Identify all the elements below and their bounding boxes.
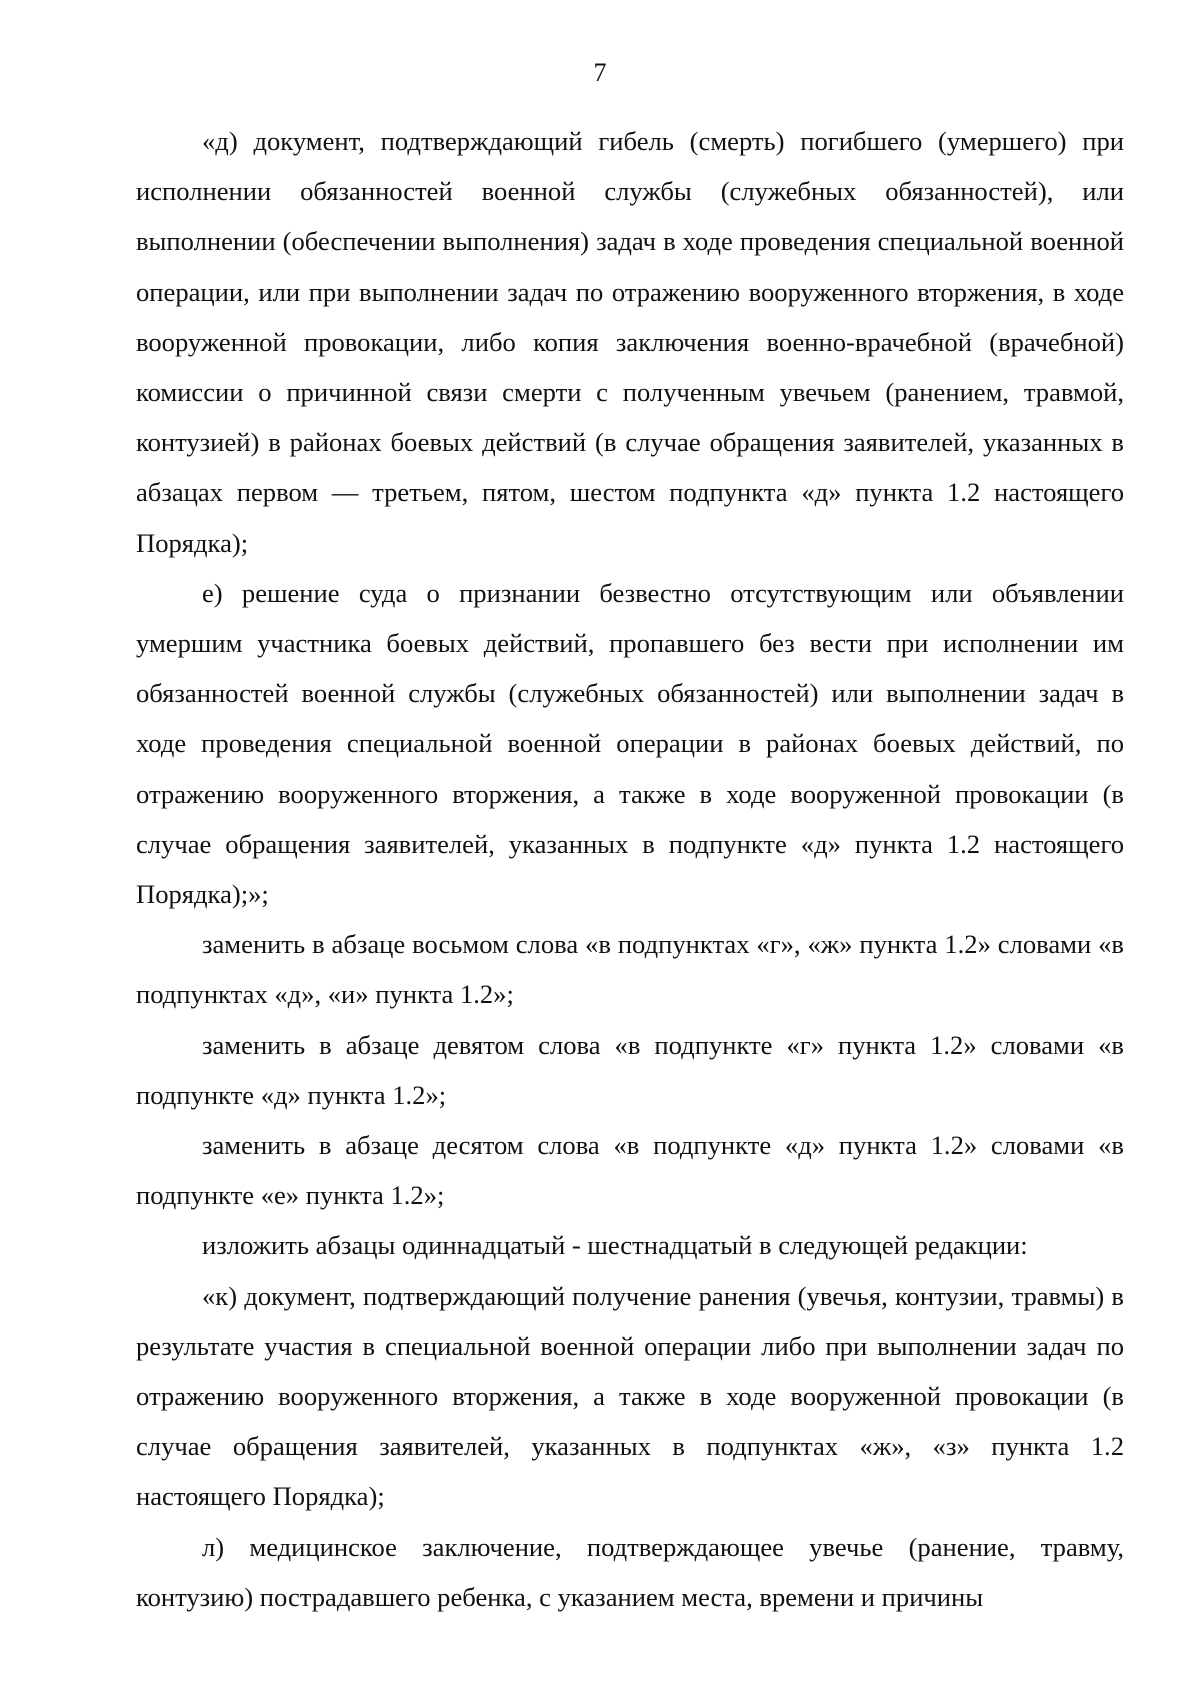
paragraph-k: «к) документ, подтверждающий получение ранения (увечья, контузии, травмы) в результате участия в специальной военной операции либо при выполнении задач по отражению вооруженного вторжения, а также в ходе вооруженной провокации (в случае обращения заявителей, указанных в подпунктах «ж», «з» пункта 1.2 настоящего Порядка); bbox=[136, 1280, 1124, 1512]
paragraph-e: е) решение суда о признании безвестно отсутствующим или объявлении умершим участника боевых действий, пропавшего без вести при исполнении им обязанностей военной службы (служебных обязанностей) или выполнении задач в ходе проведения специальной военной операции в районах боевых действий, по отражению вооруженного вторжения, а также в ходе вооруженной провокации (в случае обращения заявителей, указанных в подпункте «д» пункта 1.2 настоящего Порядка);»; bbox=[136, 577, 1124, 910]
page-number: 7 bbox=[593, 58, 607, 87]
paragraph-replace-abzats-10: заменить в абзаце десятом слова «в подпункте «д» пункта 1.2» словами «в подпункте «е» пункта 1.2»; bbox=[136, 1130, 1124, 1211]
paragraph-replace-abzats-9: заменить в абзаце девятом слова «в подпункте «г» пункта 1.2» словами «в подпункте «д» пункта 1.2»; bbox=[136, 1029, 1124, 1110]
paragraph-replace-abzats-8: заменить в абзаце восьмом слова «в подпунктах «г», «ж» пункта 1.2» словами «в подпунктах «д», «и» пункта 1.2»; bbox=[136, 929, 1124, 1010]
paragraph-restate-abzats-11-16: изложить абзацы одиннадцатый - шестнадцатый в следующей редакции: bbox=[202, 1230, 1028, 1261]
paragraph-d: «д) документ, подтверждающий гибель (смерть) погибшего (умершего) при исполнении обязанностей военной службы (служебных обязанностей), или выполнении (обеспечении выполнения) задач в ходе проведения специальной военной операции, или при выполнении задач по отражению вооруженного вторжения, в ходе вооруженной провокации, либо копия заключения военно-врачебной (врачебной) комиссии о причинной связи смерти с полученным увечьем (ранением, травмой, контузией) в районах боевых действий (в случае обращения заявителей, указанных в абзацах первом — третьем, пятом, шестом подпункта «д» пункта 1.2 настоящего Порядка); bbox=[136, 126, 1124, 558]
paragraph-l: л) медицинское заключение, подтверждающее увечье (ранение, травму, контузию) пострадавшего ребенка, с указанием места, времени и причины bbox=[136, 1531, 1124, 1612]
document-body bbox=[136, 116, 1124, 1622]
